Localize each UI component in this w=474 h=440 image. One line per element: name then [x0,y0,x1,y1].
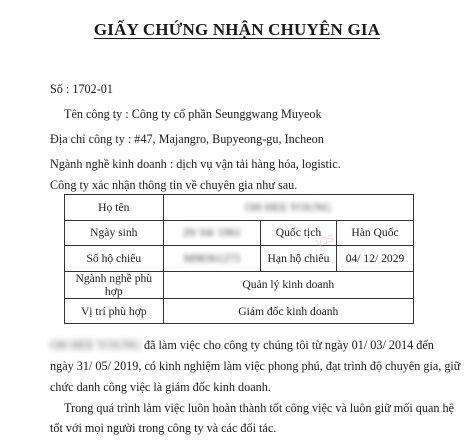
table-row [65,195,414,221]
passport-value: M98361273 [163,246,260,272]
expert-info-table [64,194,414,324]
company-prefix: Tên công ty : Công ty cổ phần [64,107,212,121]
document-title: GIẤY CHỨNG NHẬN CHUYÊN GIA [93,20,381,39]
employee-name: OH HEE YOUNG [50,338,141,352]
nationality-label: Quốc tịch [260,220,336,246]
name-label: Họ tên [65,195,164,221]
document-number: Số : 1702-01 [50,82,113,96]
position-label: Vị trí phù hợp [65,298,164,324]
confirmation-line: Công ty xác nhận thông tin về chuyên gia như sau. [50,178,298,192]
business-line: Ngành nghề kinh doanh : dịch vụ vận tải hàng hóa, logistic. [50,157,341,171]
company-address: Địa chỉ công ty : #47, Majangro, Bupyeong-gu, Incheon [50,132,324,146]
table-row [65,220,414,246]
paragraph-1-line-2: ngày 31/ 05/ 2019, có kinh nghiệm làm việc phong phú, đạt trình độ chuyên gia, giữ [50,359,461,373]
field-label: Ngành nghề phù hợp [65,271,164,298]
company-name: Seunggwang Muyeok [214,107,322,121]
dob-value: 29/ 04/ 1961 [163,220,260,246]
field-value: Quản lý kinh doanh [163,271,413,298]
table-row [65,246,414,272]
name-value: OH HEE YOUNG [163,195,413,221]
company-name-line [64,107,322,122]
position-value: Giám đốc kinh doanh [163,298,413,324]
paragraph-1-line-1: OH HEE YOUNG đã làm việc cho công ty chúng tôi từ ngày 01/ 03/ 2014 đến [50,338,434,352]
passport-expiry-label: Hạn hộ chiếu [260,246,336,272]
dob-label: Ngày sinh [65,220,164,246]
passport-label: Số hộ chiếu [65,246,164,272]
passport-expiry-value: 04/ 12/ 2029 [337,246,414,272]
paragraph-1-line-3: chức danh công việc là giám đốc kinh doanh. [50,380,271,394]
paragraph-2-line-2: tốt với mọi người trong công ty và các đối tác. [50,421,277,435]
table-row [65,271,414,298]
paragraph-2-line-1: Trong quá trình làm việc luôn hoàn thành tốt công việc và luôn giữ mối quan hệ [64,401,454,415]
watermark-stamp: VJS [314,233,336,250]
nationality-value: Hàn Quốc [337,220,414,246]
table-row [65,298,414,324]
